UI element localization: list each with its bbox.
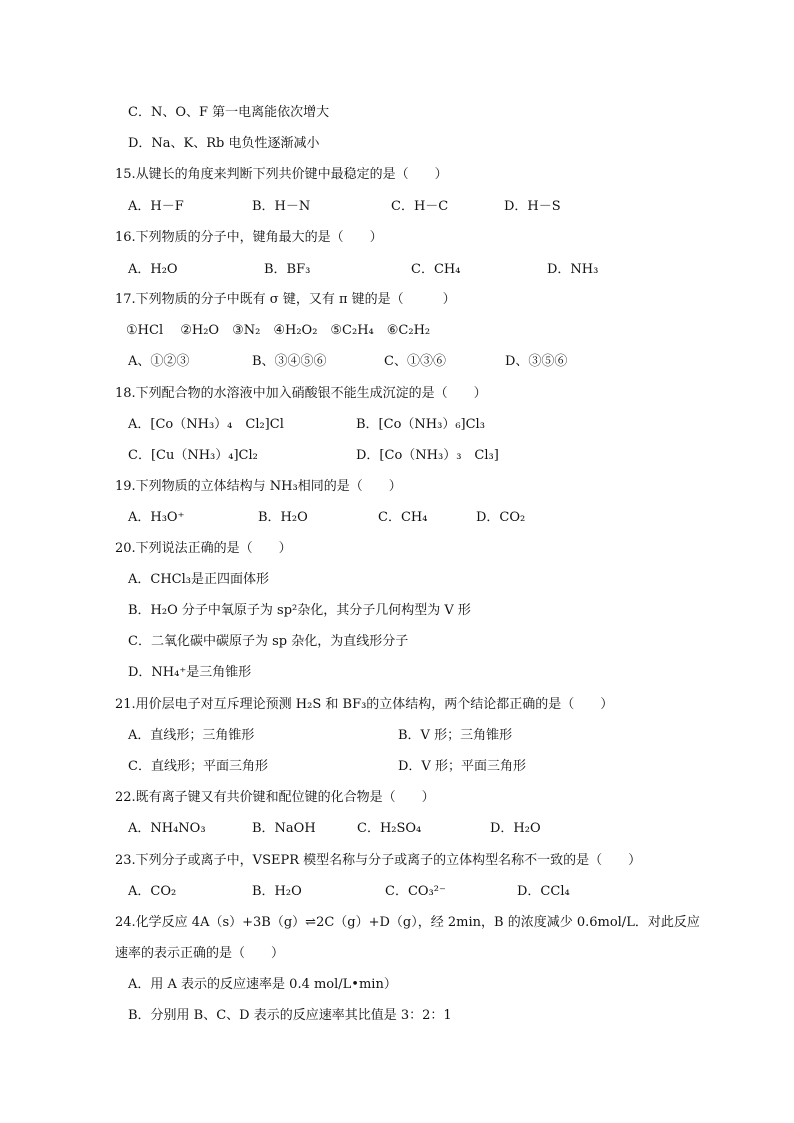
q18-option-c: C．[Cu（NH₃）₄]Cl₂ (128, 448, 258, 463)
q17-option-b: B、③④⑤⑥ (252, 354, 327, 369)
question-17-stem: 17.下列物质的分子中既有 σ 键，又有 π 键的是（ ） (115, 292, 456, 307)
question-22-stem: 22.既有离子键又有共价键和配位键的化合物是（ ） (115, 790, 435, 805)
q23-option-b: B．H₂O (252, 884, 302, 899)
q22-option-b: B．NaOH (252, 821, 316, 836)
q16-option-b: B．BF₃ (264, 262, 311, 277)
q17-items: ①HCl ②H₂O ③N₂ ④H₂O₂ ⑤C₂H₄ ⑥C₂H₂ (126, 323, 431, 338)
q16-option-d: D．NH₃ (547, 262, 599, 277)
q15-option-a: A．H－F (128, 199, 184, 214)
q19-option-c: C．CH₄ (378, 510, 428, 525)
q19-option-b: B．H₂O (258, 510, 308, 525)
prev-option-c: C．N、O、F 第一电离能依次增大 (128, 105, 330, 120)
q18-option-a: A．[Co（NH₃）₄ Cl₂]Cl (128, 417, 284, 432)
q20-option-a: A．CHCl₃是正四面体形 (128, 572, 269, 587)
question-23-stem: 23.下列分子或离子中，VSEPR 模型名称与分子或离子的立体构型名称不一致的是（ ） (115, 853, 642, 868)
q21-option-a: A．直线形；三角锥形 (128, 728, 255, 743)
q17-option-c: C、①③⑥ (384, 354, 446, 369)
q19-option-d: D．CO₂ (476, 510, 526, 525)
q22-option-d: D．H₂O (490, 821, 541, 836)
q18-option-b: B．[Co（NH₃）₆]Cl₃ (356, 417, 485, 432)
q24-option-b: B．分别用 B、C、D 表示的反应速率其比值是 3：2：1 (128, 1008, 452, 1023)
q18-option-d: D．[Co（NH₃）₃ Cl₃] (356, 448, 499, 463)
q15-option-d: D．H－S (504, 199, 561, 214)
q15-option-c: C．H－C (391, 199, 449, 214)
question-18-stem: 18.下列配合物的水溶液中加入硝酸银不能生成沉淀的是（ ） (115, 386, 487, 401)
question-20-stem: 20.下列说法正确的是（ ） (115, 541, 292, 556)
q23-option-d: D．CCl₄ (517, 884, 570, 899)
question-21-stem: 21.用价层电子对互斥理论预测 H₂S 和 BF₃的立体结构，两个结论都正确的是（ ） (115, 697, 614, 712)
q15-option-b: B．H－N (252, 199, 311, 214)
question-24-stem-line1: 24.化学反应 4A（s）+3B（g）⇌2C（g）+D（g），经 2min，B 的浓度减少 0.6mol/L．对此反应 (115, 915, 700, 930)
question-24-stem-line2: 速率的表示正确的是（ ） (115, 946, 285, 961)
question-15-stem: 15.从键长的角度来判断下列共价键中最稳定的是（ ） (115, 167, 448, 182)
q16-option-c: C．CH₄ (411, 262, 461, 277)
q19-option-a: A．H₃O⁺ (128, 510, 185, 525)
q20-option-b: B．H₂O 分子中氧原子为 sp²杂化，其分子几何构型为 V 形 (128, 603, 471, 618)
q20-option-c: C．二氧化碳中碳原子为 sp 杂化，为直线形分子 (128, 634, 409, 649)
q21-option-d: D．V 形；平面三角形 (398, 759, 526, 774)
q21-option-b: B．V 形；三角锥形 (398, 728, 513, 743)
q24-option-a: A．用 A 表示的反应速率是 0.4 mol/L•min） (128, 977, 397, 992)
q23-option-a: A．CO₂ (128, 884, 177, 899)
prev-option-d: D．Na、K、Rb 电负性逐渐减小 (128, 136, 320, 151)
q23-option-c: C．CO₃²⁻ (385, 884, 446, 899)
q22-option-c: C．H₂SO₄ (357, 821, 422, 836)
question-16-stem: 16.下列物质的分子中，键角最大的是（ ） (115, 230, 383, 245)
q17-option-d: D、③⑤⑥ (505, 354, 568, 369)
q21-option-c: C．直线形；平面三角形 (128, 759, 268, 774)
q16-option-a: A．H₂O (128, 262, 178, 277)
question-19-stem: 19.下列物质的立体结构与 NH₃相同的是（ ） (115, 479, 402, 494)
q20-option-d: D．NH₄⁺是三角锥形 (128, 665, 252, 680)
q17-option-a: A、①②③ (128, 354, 190, 369)
q22-option-a: A．NH₄NO₃ (128, 821, 206, 836)
